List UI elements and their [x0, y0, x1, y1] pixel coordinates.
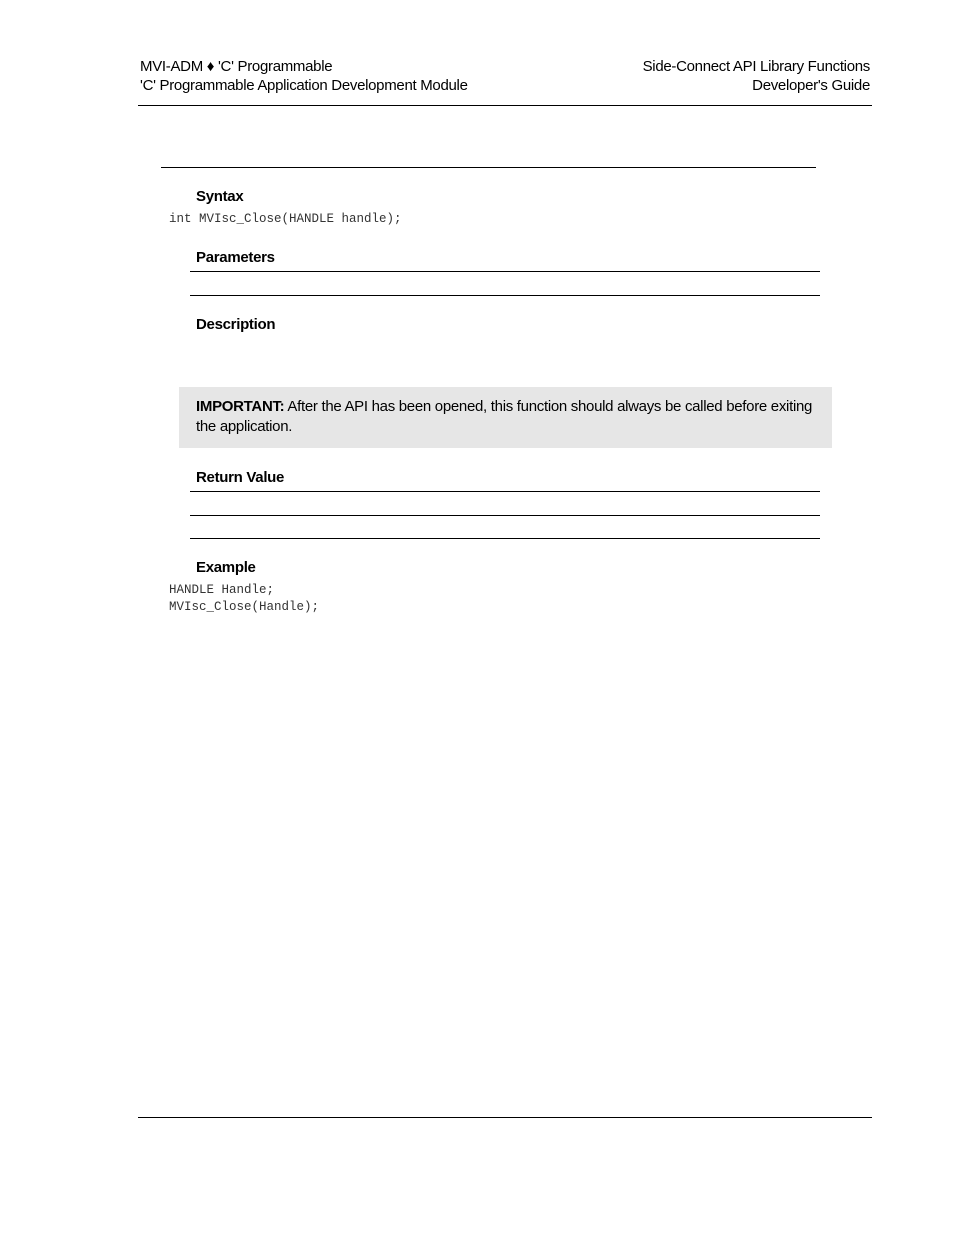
header-guide-title: Developer's Guide — [752, 77, 870, 94]
function-title-rule — [161, 167, 816, 168]
return-value-heading: Return Value — [196, 469, 285, 486]
footer-rule — [138, 1117, 872, 1118]
description-heading: Description — [196, 316, 276, 333]
parameters-table-bottom-rule — [190, 295, 820, 296]
syntax-heading: Syntax — [196, 188, 244, 205]
return-table-middle-rule — [190, 515, 820, 516]
return-table-top-rule — [190, 491, 820, 492]
example-code-line-2: MVIsc_Close(Handle); — [169, 600, 320, 614]
important-body: After the API has been opened, this function should always be called before exiting the application. — [196, 398, 813, 435]
syntax-code: int MVIsc_Close(HANDLE handle); — [169, 212, 402, 226]
important-note — [179, 387, 832, 448]
page-header-left — [140, 57, 468, 95]
important-note-text — [196, 397, 816, 437]
important-label: IMPORTANT: — [196, 398, 285, 415]
header-rule — [138, 105, 872, 106]
header-product-title: MVI-ADM ♦ 'C' Programmable — [140, 58, 333, 75]
return-table-bottom-rule — [190, 538, 820, 539]
parameters-heading: Parameters — [196, 249, 275, 266]
example-code-line-1: HANDLE Handle; — [169, 583, 275, 597]
example-heading: Example — [196, 559, 256, 576]
header-chapter-title: Side-Connect API Library Functions — [642, 58, 870, 75]
parameters-table-top-rule — [190, 271, 820, 272]
header-product-subtitle: 'C' Programmable Application Development Module — [140, 77, 468, 94]
page-header-right — [643, 57, 870, 95]
